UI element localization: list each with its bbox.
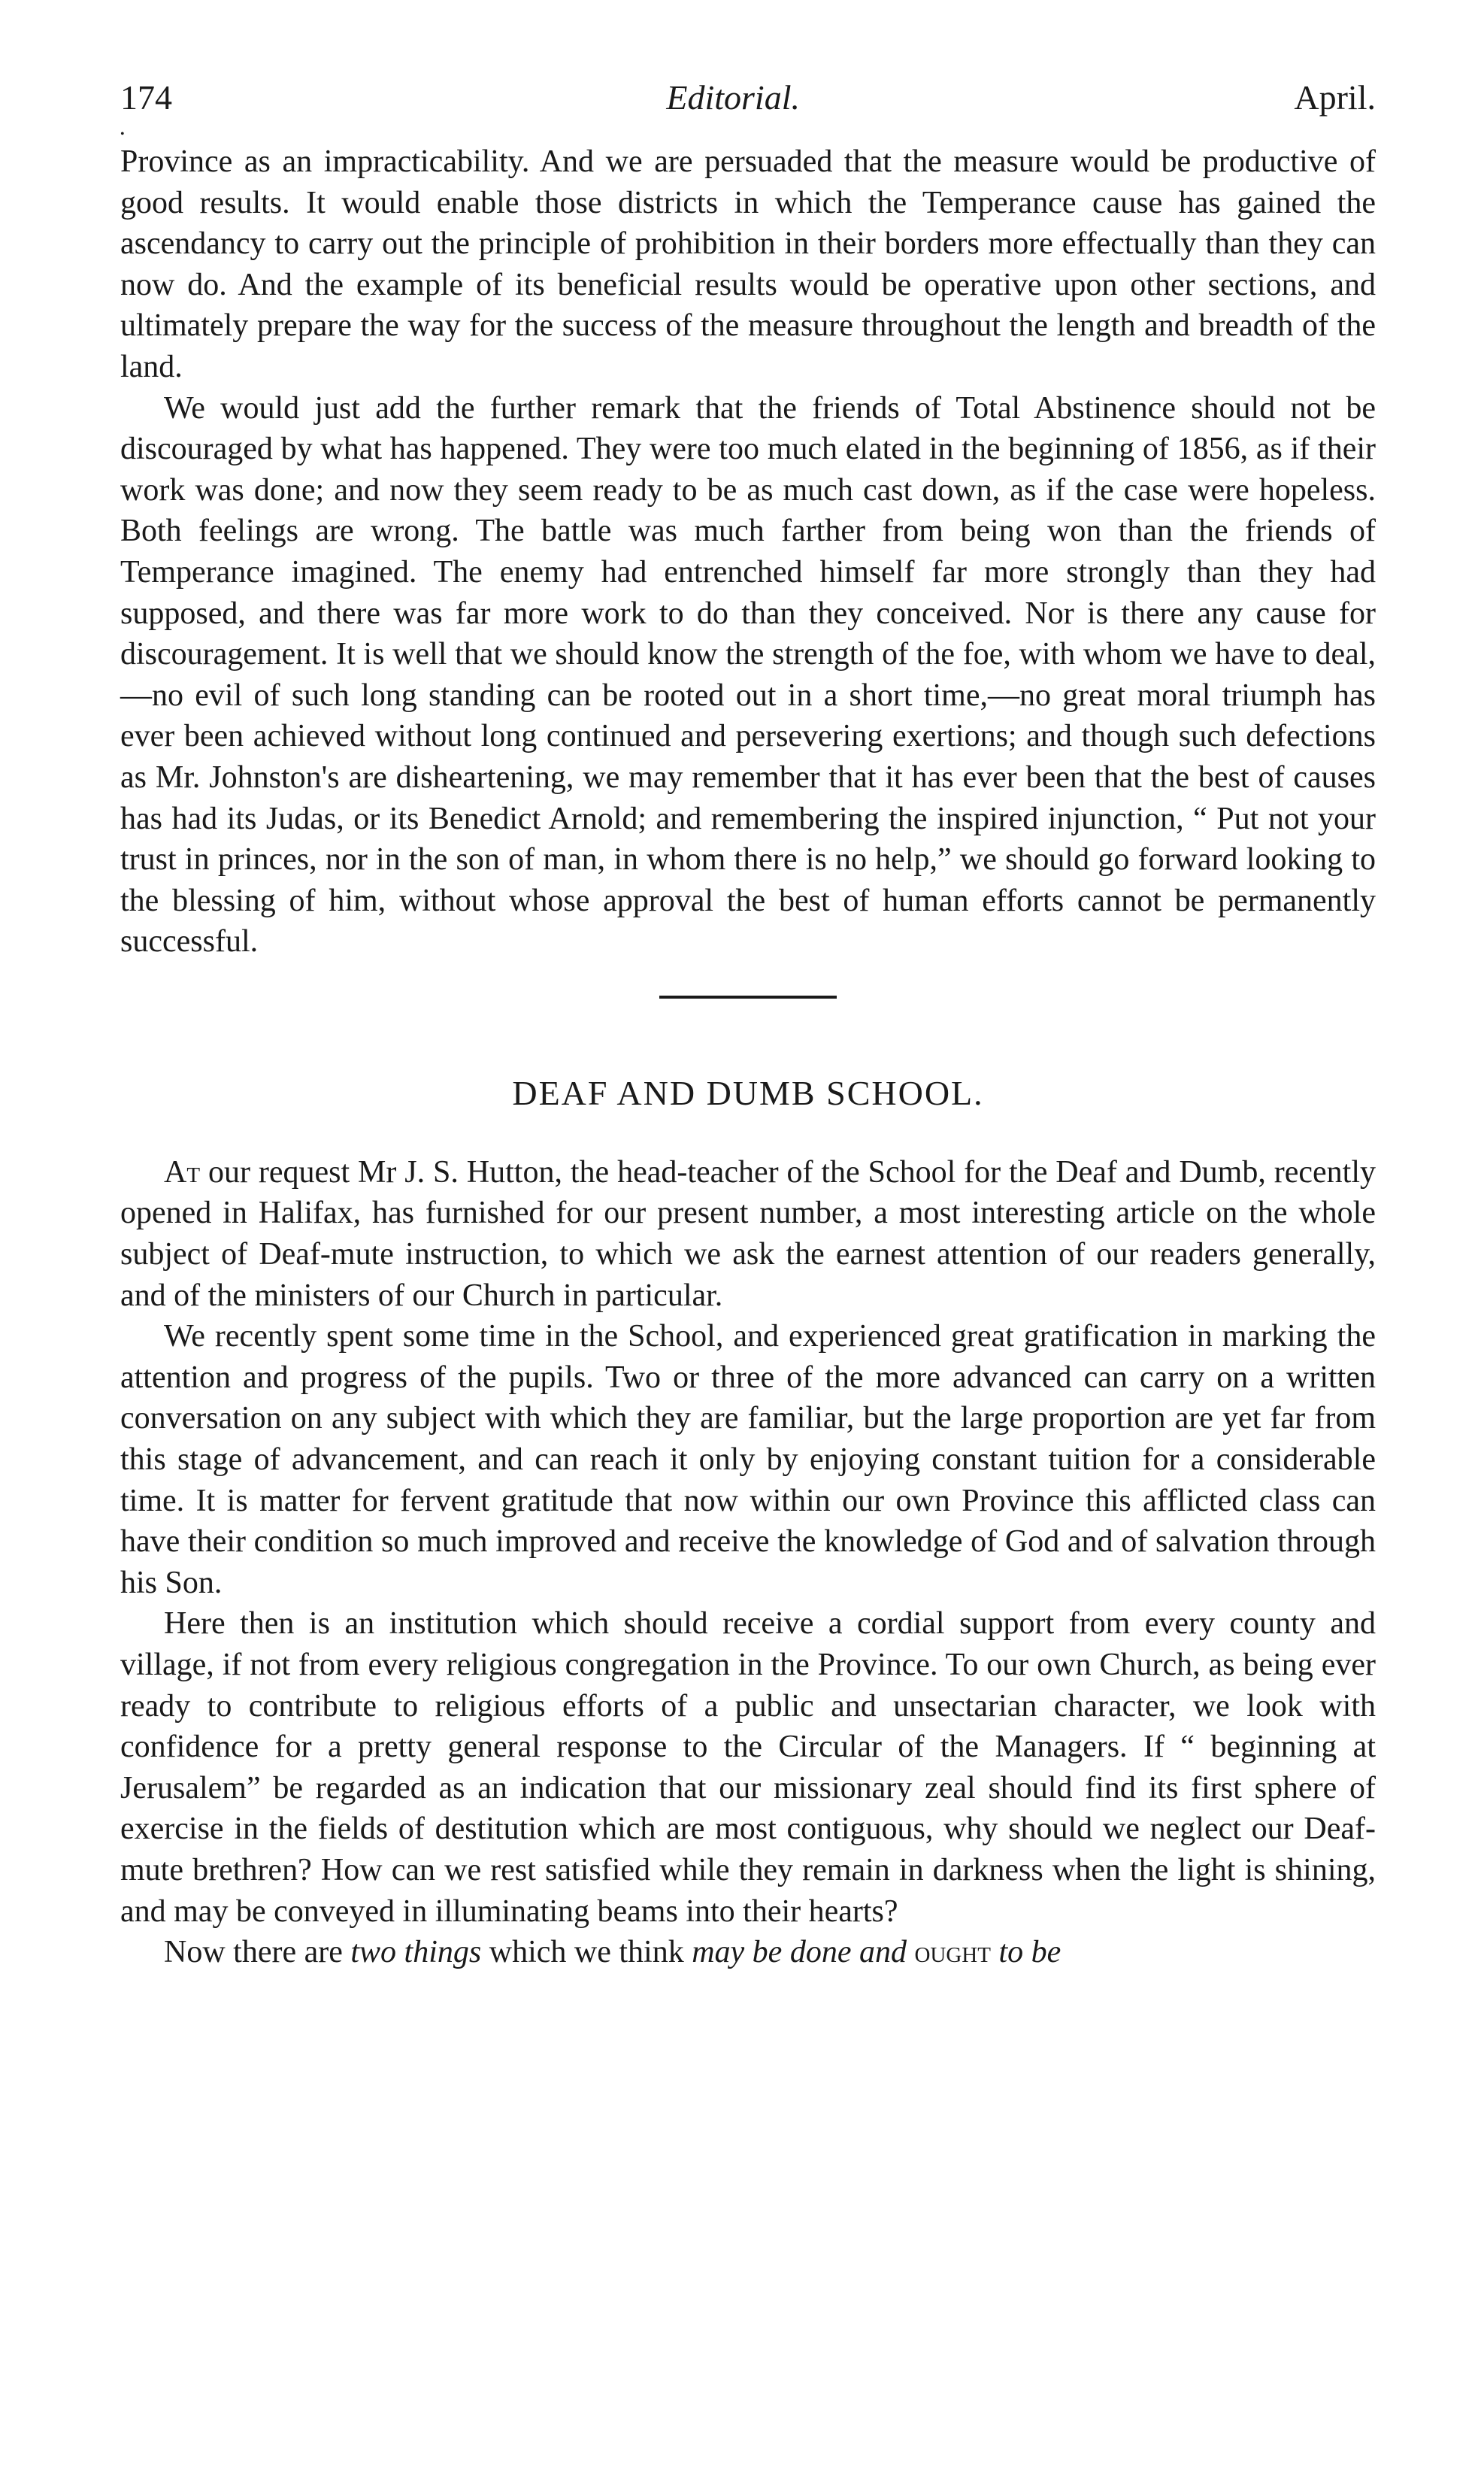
- paragraph: We would just add the further remark that the friends of Total Abstinence should not be discouraged by what has happened. They were too much elated in the beginning of 1856, as if their work was done; and now they seem ready to be as much cast down, as if the case were hopeless. Both feelings are wrong. The battle was much farther from being won than the friends of Temperance imagined. The enemy had entrenched himself far more strongly than they had supposed, and there was far more work to do than they conceived. Nor is there any cause for discouragement. It is well that we should know the strength of the foe, with whom we have to deal,—no evil of such long standing can be rooted out in a short time,—no great moral triumph has ever been achieved without long continued and persevering exertions; and though such defections as Mr. Johnston's are disheartening, we may remember that it has ever been that the best of causes has had its Judas, or its Benedict Arnold; and remembering the inspired injunction, “ Put not your trust in princes, nor in the son of man, in whom there is no help,” we should go forward looking to the blessing of him, without whose approval the best of human efforts cannot be permanently successful.: [120, 390, 1376, 960]
- paragraph: [120, 1932, 1376, 1973]
- running-month: April.: [1294, 78, 1376, 117]
- text-run: which we think: [481, 1935, 692, 1970]
- print-dot: •: [120, 128, 125, 141]
- paragraph: We recently spent some time in the School, and experienced great gratification in marking the attention and progress of the pupils. Two or three of the more advanced can carry on a written conversation on any subject with which they are familiar, but the large proportion are yet far from this stage of advancement, and can reach it only by enjoying constant tuition for a considerable time. It is matter for fervent gratitude that now within our own Province this afflicted class can have their condition so much improved and receive the knowledge of God and of salvation through his Son.: [120, 1319, 1376, 1600]
- paragraph: [120, 1152, 1376, 1316]
- running-head: [120, 75, 1376, 128]
- page: [120, 75, 1376, 1973]
- text-run: Now there are: [164, 1935, 351, 1970]
- paragraph: Province as an impracticability. And we are persuaded that the measure would be productive of good results. It would enable those districts in which the Temperance cause has gained the ascendancy to carry out the principle of prohibition in their borders more effectually than they can now do. And the example of its beneficial results would be operative upon other sections, and ultimately prepare the way for the success of the measure throughout the length and breadth of the land.: [120, 144, 1376, 384]
- emphasis: two things: [350, 1935, 482, 1970]
- paragraph-text: our request Mr J. S. Hutton, the head-teacher of the School for the Deaf and Dumb, recently opened in Halifax, has furnished for our present number, a most interesting article on the whole subject of Deaf-mute instruction, to which we ask the earnest attention of our readers generally, and of the ministers of our Church in particular.: [120, 1154, 1376, 1313]
- section-heading: DEAF AND DUMB SCHOOL.: [512, 1073, 984, 1112]
- lead-in: At: [164, 1154, 201, 1190]
- paragraph: Here then is an institution which should receive a cordial support from every county and village, if not from every religious congregation in the Province. To our own Church, as being ever ready to contribute to religious efforts of a public and unsectarian character, we look with confidence for a pretty general response to the Circular of the Managers. If “ beginning at Jerusalem” be regarded as an indication that our missionary zeal should find its first sphere of exercise in the fields of destitution which are most contiguous, why should we neglect our Deaf-mute brethren? How can we rest satisfied while they remain in darkness when the light is shining, and may be conveyed in illuminating beams into their hearts?: [120, 1606, 1376, 1929]
- page-number: 174: [120, 78, 172, 117]
- section-divider: [659, 996, 837, 999]
- small-caps-text: ought: [906, 1935, 991, 1970]
- emphasis: may be done and: [692, 1935, 907, 1970]
- running-title: Editorial.: [666, 78, 800, 117]
- emphasis: to be: [990, 1935, 1062, 1970]
